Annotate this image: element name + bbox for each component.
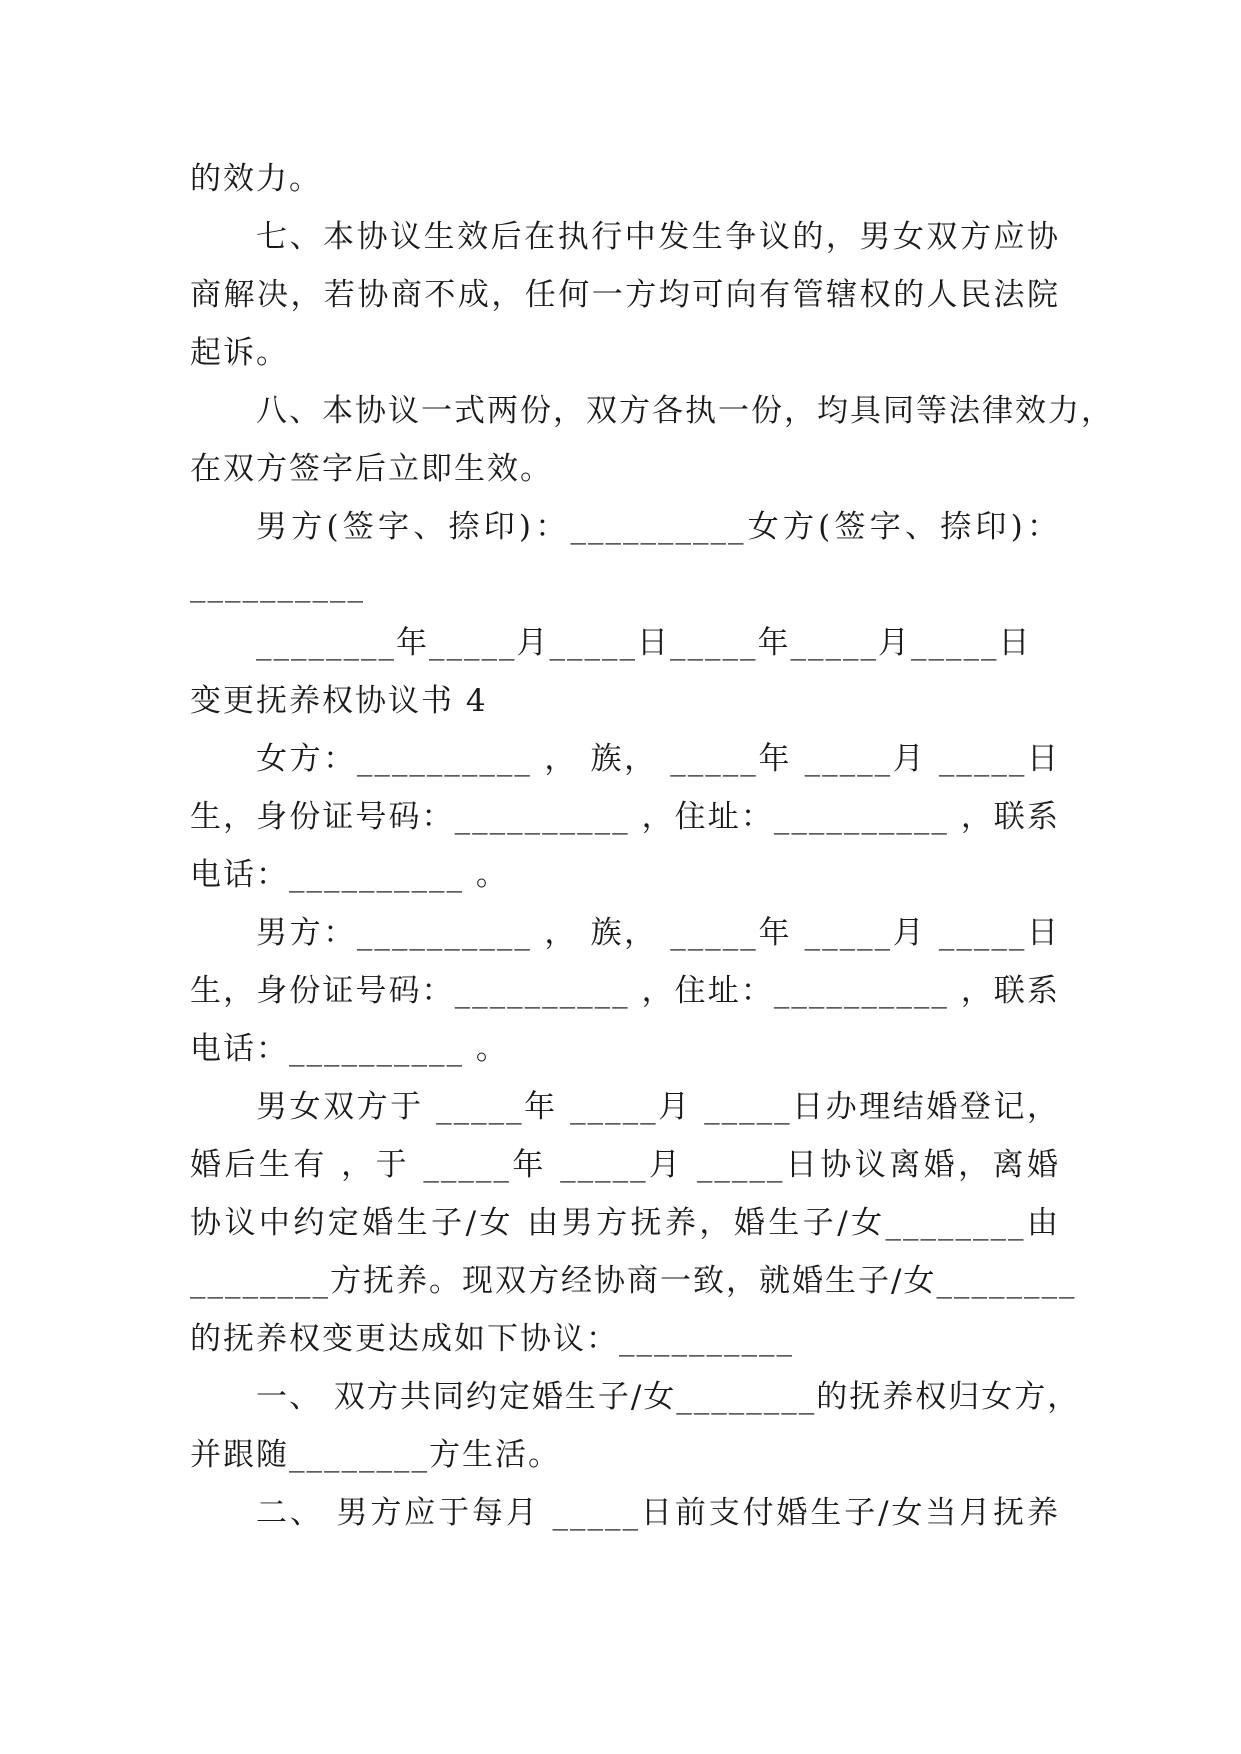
clause-1-line-2: 并跟随________方生活。: [190, 1437, 561, 1473]
clause-7-line-2: 商解决，若协商不成，任何一方均可向有管辖权的人民法院: [190, 277, 1060, 313]
signature-line: 男方(签字、捺印)：__________女方(签字、捺印)：: [256, 509, 1060, 545]
date-line: ________年_____月_____日_____年_____月_____日: [256, 625, 1032, 661]
marriage-line-3: 协议中约定婚生子/女 由男方抚养，婚生子/女________由: [190, 1205, 1060, 1241]
female-party-line-3: 电话：__________ 。: [190, 857, 509, 893]
female-party-line-1: 女方：__________ ， 族， _____年 _____月 _____日: [256, 741, 1060, 777]
marriage-line-2: 婚后生有 ，于 _____年 _____月 _____日协议离婚，离婚: [190, 1147, 1060, 1183]
clause-2-line-1: 二、 男方应于每月 _____日前支付婚生子/女当月抚养: [256, 1495, 1060, 1531]
clause-7-line-3: 起诉。: [190, 335, 289, 371]
clause-8-line-1: 八、本协议一式两份，双方各执一份，均具同等法律效力，: [256, 393, 1114, 429]
clause-8-line-2: 在双方签字后立即生效。: [190, 451, 553, 487]
male-party-line-3: 电话：__________ 。: [190, 1031, 509, 1067]
signature-blank: __________: [190, 567, 365, 603]
section-title: 变更抚养权协议书 4: [190, 683, 488, 719]
text-line-1: 的效力。: [190, 161, 322, 197]
document-page: [190, 150, 1114, 1542]
marriage-line-1: 男女双方于 _____年 _____月 _____日办理结婚登记，: [256, 1089, 1060, 1125]
marriage-line-4: ________方抚养。现双方经协商一致，就婚生子/女________: [190, 1263, 1077, 1299]
male-party-line-1: 男方：__________ ， 族， _____年 _____月 _____日: [256, 915, 1060, 951]
clause-1-line-1: 一、 双方共同约定婚生子/女________的抚养权归女方，: [256, 1379, 1081, 1415]
female-party-line-2: 生，身份证号码：__________ ，住址：__________ ，联系: [190, 799, 1060, 835]
marriage-line-5: 的抚养权变更达成如下协议：__________: [190, 1321, 794, 1357]
clause-7-line-1: 七、本协议生效后在执行中发生争议的，男女双方应协: [256, 219, 1060, 255]
male-party-line-2: 生，身份证号码：__________ ，住址：__________ ，联系: [190, 973, 1060, 1009]
